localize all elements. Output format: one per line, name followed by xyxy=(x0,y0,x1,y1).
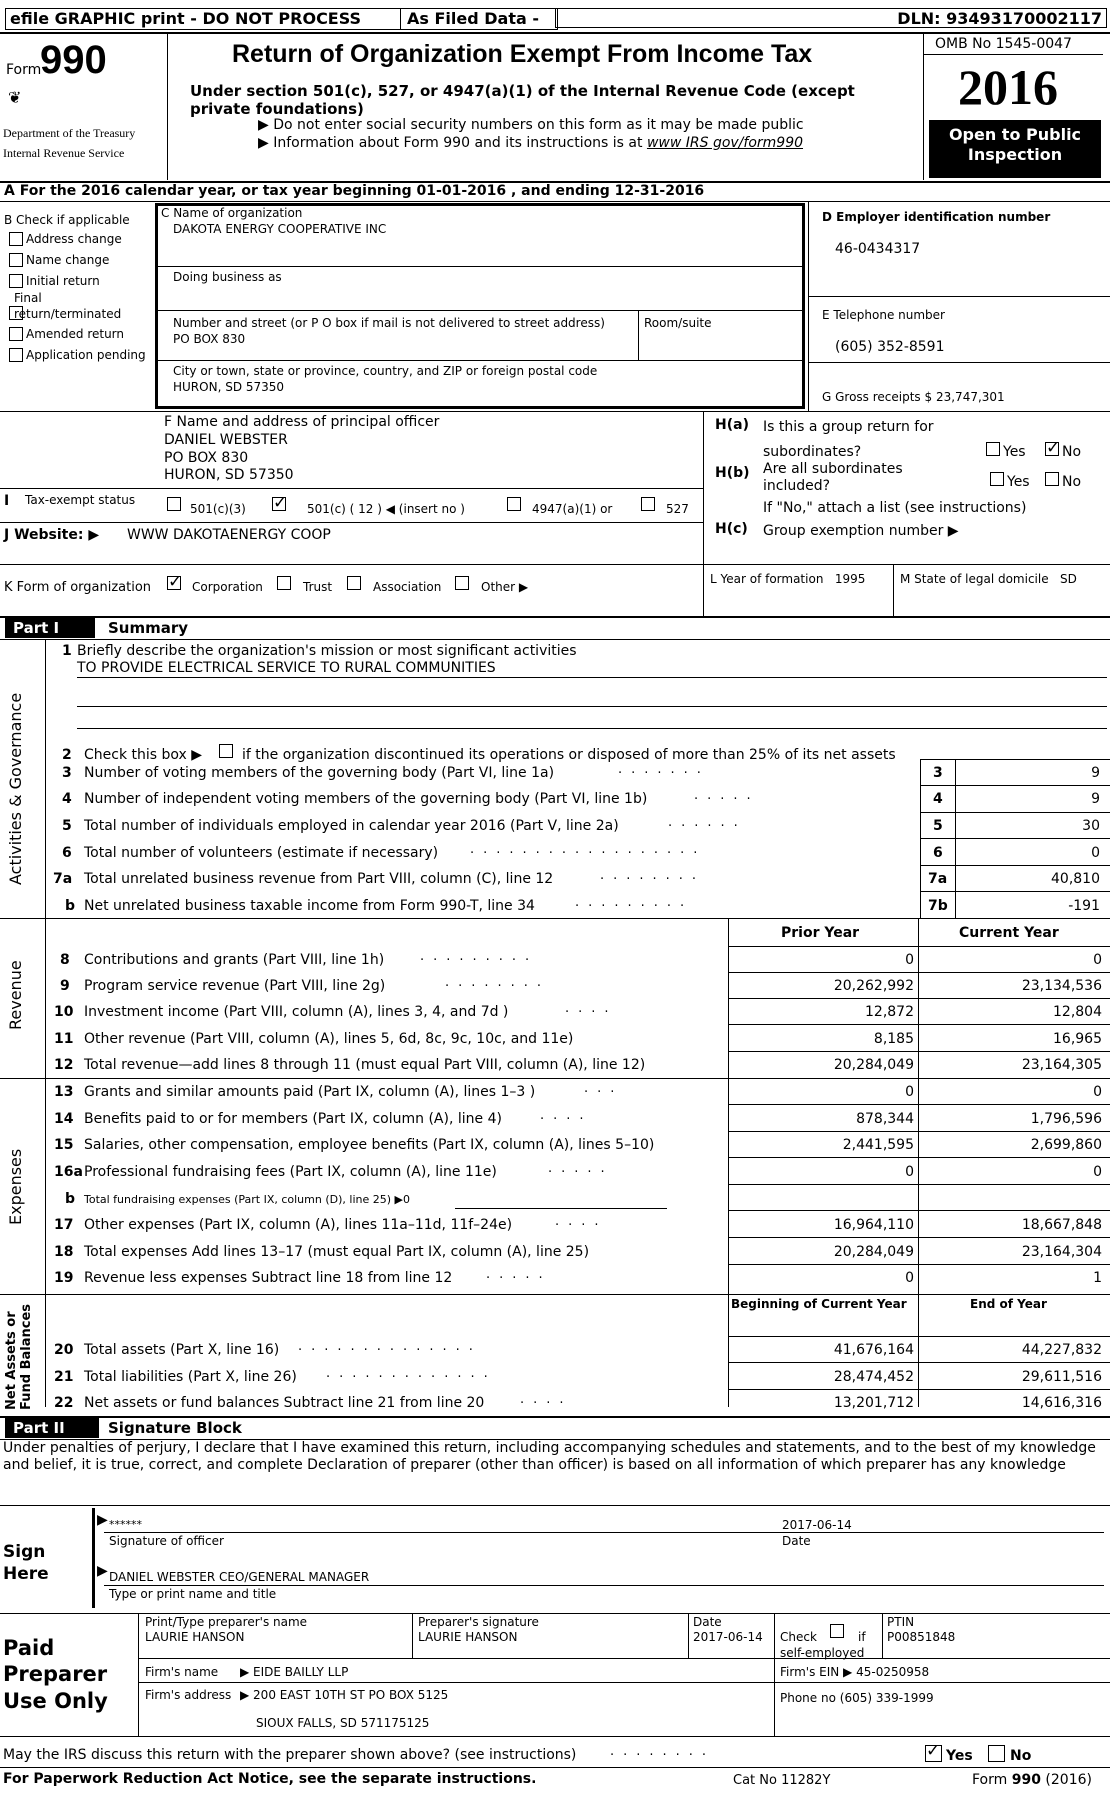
line-text: Net unrelated business taxable income from Form 990-T, line 34 xyxy=(84,898,535,914)
officer-name-title: DANIEL WEBSTER CEO/GENERAL MANAGER xyxy=(109,1570,370,1584)
value: 40,810 xyxy=(1051,871,1100,887)
line-text: Total number of individuals employed in calendar year 2016 (Part V, line 2a) xyxy=(84,818,619,834)
current-value: 23,164,304 xyxy=(1021,1244,1102,1260)
hb-note: If "No," attach a list (see instructions) xyxy=(763,500,1027,516)
501c3-label: 501(c)(3) xyxy=(190,502,246,516)
ha-label: H(a) xyxy=(715,417,749,433)
org-name: DAKOTA ENERGY COOPERATIVE INC xyxy=(173,222,387,236)
col-begin-year: Beginning of Current Year xyxy=(731,1297,907,1311)
value: 9 xyxy=(1091,765,1100,781)
firm-phone: Phone no (605) 339-1999 xyxy=(780,1691,934,1705)
firm-name: ▶ EIDE BAILLY LLP xyxy=(240,1665,349,1679)
current-value: 0 xyxy=(1093,1164,1102,1180)
prior-value: 0 xyxy=(905,952,914,968)
form-number: 990 xyxy=(40,38,107,82)
527-label: 527 xyxy=(666,502,689,516)
trust-label: Trust xyxy=(303,580,333,594)
ha-no-checkbox[interactable] xyxy=(1045,442,1059,456)
section-b-heading: B Check if applicable xyxy=(4,213,130,227)
application-pending-checkbox[interactable] xyxy=(9,348,23,362)
ptin-label: PTIN xyxy=(887,1615,915,1629)
part1-label: Part I xyxy=(5,618,95,638)
line-num: 3 xyxy=(62,765,72,781)
ha-yes-label: Yes xyxy=(1003,444,1026,460)
ha-text1: Is this a group return for xyxy=(763,419,934,435)
association-label: Association xyxy=(373,580,442,594)
signature-label: Signature of officer xyxy=(109,1534,224,1548)
ha-yes-checkbox[interactable] xyxy=(986,442,1000,456)
discuss-yes-label: Yes xyxy=(946,1748,973,1764)
sign-arrow-icon: ▶ xyxy=(97,1512,108,1528)
name-arrow-icon: ▶ xyxy=(97,1563,108,1579)
mission-statement: TO PROVIDE ELECTRICAL SERVICE TO RURAL COMMUNITIES xyxy=(77,660,496,676)
preparer-name-label: Print/Type preparer's name xyxy=(145,1615,308,1629)
year-formation: L Year of formation 1995 xyxy=(710,572,866,586)
line-text: Net assets or fund balances Subtract line 21 from line 20 xyxy=(84,1395,485,1411)
open-to-public: Open to Public Inspection xyxy=(929,120,1101,178)
trust-checkbox[interactable] xyxy=(277,576,291,590)
col-current-year: Current Year xyxy=(959,925,1059,941)
sign-date: 2017-06-14 xyxy=(782,1518,852,1532)
street-address: PO BOX 830 xyxy=(173,332,246,346)
box-num: 4 xyxy=(933,791,943,807)
efile-banner: efile GRAPHIC print - DO NOT PROCESS xyxy=(5,8,401,30)
tax-exempt-label: Tax-exempt status xyxy=(25,493,136,507)
discuss-yes-checkbox[interactable] xyxy=(925,1745,942,1762)
side-revenue: Revenue xyxy=(6,960,25,1030)
street-label: Number and street (or P O box if mail is not delivered to street address) xyxy=(173,316,605,330)
prior-value: 0 xyxy=(905,1084,914,1100)
sign-date-label: Date xyxy=(782,1534,811,1548)
line2-num: 2 xyxy=(62,747,72,763)
line-text: Grants and similar amounts paid (Part IX, column (A), lines 1–3 ) xyxy=(84,1084,536,1100)
firm-address2: SIOUX FALLS, SD 571175125 xyxy=(256,1716,430,1730)
other-checkbox[interactable] xyxy=(455,576,469,590)
preparer-name: LAURIE HANSON xyxy=(145,1630,245,1644)
firm-phone-value: (605) 339-1999 xyxy=(839,1691,934,1705)
line-num: 11 xyxy=(54,1031,74,1047)
gross-receipts-value: 23,747,301 xyxy=(935,390,1005,404)
line-text: Revenue less expenses Subtract line 18 from line 12 xyxy=(84,1270,453,1286)
here-label: Here xyxy=(3,1564,49,1584)
line-text: Other revenue (Part VIII, column (A), lines 5, 6d, 8c, 9c, 10c, and 11e) xyxy=(84,1031,574,1047)
current-value: 23,134,536 xyxy=(1021,978,1102,994)
ein-label: D Employer identification number xyxy=(822,210,1051,224)
current-value: 12,804 xyxy=(1053,1004,1102,1020)
line-text: Other expenses (Part IX, column (A), lines 11a–11d, 11f–24e) xyxy=(84,1217,513,1233)
line-num: 7a xyxy=(53,871,73,887)
line-text: Contributions and grants (Part VIII, line 1h) xyxy=(84,952,385,968)
begin-value: 13,201,712 xyxy=(833,1395,914,1411)
value: -191 xyxy=(1068,898,1100,914)
501c3-checkbox[interactable] xyxy=(167,497,181,511)
line-num: 20 xyxy=(54,1342,74,1358)
current-value: 0 xyxy=(1093,952,1102,968)
part2-title: Signature Block xyxy=(108,1419,242,1437)
hb-text1: Are all subordinates xyxy=(763,461,903,477)
line-text: Total number of volunteers (estimate if necessary) xyxy=(84,845,439,861)
tax-year: 2016 xyxy=(958,59,1058,115)
line-text: Number of voting members of the governing body (Part VI, line 1a) xyxy=(84,765,555,781)
amended-return-label: Amended return xyxy=(26,327,125,341)
section-i-letter: I xyxy=(4,493,10,509)
form-reference: Form 990 (2016) xyxy=(972,1772,1092,1788)
hb-yes-checkbox[interactable] xyxy=(990,472,1004,486)
line2-text-a: Check this box ▶ xyxy=(84,747,203,763)
discuss-no-checkbox[interactable] xyxy=(988,1745,1005,1762)
discuss-no-label: No xyxy=(1010,1748,1032,1764)
address-change-label: Address change xyxy=(26,232,122,246)
final-return-label: Final return/terminated xyxy=(14,291,122,321)
city-label: City or town, state or province, country, and ZIP or foreign postal code xyxy=(173,364,598,378)
ssn-note: ▶ Do not enter social security numbers on this form as it may be made public xyxy=(258,117,804,133)
use-only-label: Use Only xyxy=(3,1689,108,1713)
line-num: 4 xyxy=(62,791,72,807)
dept-line2: Internal Revenue Service xyxy=(3,146,125,160)
form-title: Return of Organization Exempt From Income Tax xyxy=(232,40,813,68)
prior-value: 0 xyxy=(905,1164,914,1180)
hb-yes-label: Yes xyxy=(1007,474,1030,490)
line-text: Total liabilities (Part X, line 26) xyxy=(84,1369,297,1385)
prior-value: 8,185 xyxy=(873,1031,914,1047)
other-label: Other ▶ xyxy=(481,580,529,594)
corporation-checkbox[interactable] xyxy=(167,576,181,590)
application-pending-label: Application pending xyxy=(26,348,146,362)
ha-no-label: No xyxy=(1062,444,1082,460)
state-domicile: M State of legal domicile SD xyxy=(900,572,1077,586)
ptin-value: P00851848 xyxy=(887,1630,956,1644)
prior-value: 12,872 xyxy=(865,1004,914,1020)
phone-label: E Telephone number xyxy=(822,308,945,322)
section-a: A For the 2016 calendar year, or tax year beginning 01-01-2016 , and ending 12-31-2016 xyxy=(4,183,705,199)
preparer-date: 2017-06-14 xyxy=(693,1630,763,1644)
irs-link[interactable]: www IRS gov/form990 xyxy=(646,135,804,151)
corporation-label: Corporation xyxy=(192,580,263,594)
dln: DLN: 93493170002117 xyxy=(555,8,1107,28)
website-label: J Website: ▶ xyxy=(4,527,100,543)
box-num: 6 xyxy=(933,845,943,861)
box-num: 7b xyxy=(928,898,948,914)
end-value: 44,227,832 xyxy=(1021,1342,1102,1358)
col-end-year: End of Year xyxy=(970,1297,1047,1311)
line-num: 22 xyxy=(54,1395,74,1411)
current-value: 2,699,860 xyxy=(1030,1137,1102,1153)
line-text: Total unrelated business revenue from Part VIII, column (C), line 12 xyxy=(84,871,554,887)
paid-label: Paid xyxy=(3,1636,55,1660)
preparer-signature-label: Preparer's signature xyxy=(418,1615,539,1629)
line-text: Total revenue—add lines 8 through 11 (must equal Part VIII, column (A), line 12) xyxy=(84,1057,646,1073)
col-prior-year: Prior Year xyxy=(781,925,860,941)
discontinued-checkbox[interactable] xyxy=(219,744,233,758)
prior-value: 20,284,049 xyxy=(833,1244,914,1260)
room-suite-label: Room/suite xyxy=(644,316,712,330)
name-title-label: Type or print name and title xyxy=(109,1587,277,1601)
info-note: ▶ Information about Form 990 and its instructions is at www IRS gov/form990 xyxy=(258,135,804,151)
officer-signature[interactable]: ****** xyxy=(109,1518,142,1531)
501c-checkbox[interactable] xyxy=(272,497,286,511)
self-employed-checkbox[interactable] xyxy=(830,1624,844,1638)
value: 30 xyxy=(1082,818,1100,834)
org-name-label: C Name of organization xyxy=(161,206,303,220)
eagle-icon: ❦ xyxy=(8,88,22,107)
current-value: 16,965 xyxy=(1053,1031,1102,1047)
line2-text-b: if the organization discontinued its operations or disposed of more than 25% of its net assets xyxy=(242,747,896,763)
line1-num: 1 xyxy=(62,643,72,659)
line-num: 5 xyxy=(62,818,72,834)
line-text: Total assets (Part X, line 16) xyxy=(84,1342,280,1358)
line-num: 15 xyxy=(54,1137,74,1153)
line-num: 21 xyxy=(54,1369,74,1385)
name-change-label: Name change xyxy=(26,253,110,267)
line-num: 10 xyxy=(54,1004,74,1020)
principal-officer-name: DANIEL WEBSTER xyxy=(164,432,288,448)
side-expenses: Expenses xyxy=(6,1148,25,1225)
line-text: Salaries, other compensation, employee benefits (Part IX, column (A), lines 5–10) xyxy=(84,1137,655,1153)
state-domicile-value: SD xyxy=(1060,572,1077,586)
box-num: 5 xyxy=(933,818,943,834)
line-num: 12 xyxy=(54,1057,74,1073)
form-of-org-label: K Form of organization xyxy=(4,580,152,595)
principal-officer-label: F Name and address of principal officer xyxy=(164,414,440,430)
hb-no-label: No xyxy=(1062,474,1082,490)
firm-ein: Firm's EIN ▶ 45-0250958 xyxy=(780,1665,930,1679)
line-text: Investment income (Part VIII, column (A), lines 3, 4, and 7d ) xyxy=(84,1004,509,1020)
preparer-label: Preparer xyxy=(3,1662,108,1686)
perjury-statement: Under penalties of perjury, I declare that I have examined this return, including accompanying schedules and statements, and to the best of my knowledge and belief, it is true, correct, and complete Declaration of preparer (other than officer) is based on all information of which preparer has any knowledge xyxy=(3,1440,1096,1473)
check-if-label: if xyxy=(858,1630,866,1644)
hb-no-checkbox[interactable] xyxy=(1045,472,1059,486)
side-governance: Activities & Governance xyxy=(6,692,25,885)
name-change-checkbox[interactable] xyxy=(9,253,23,267)
firm-name-label: Firm's name xyxy=(145,1665,219,1679)
principal-officer-address1: PO BOX 830 xyxy=(164,450,249,466)
current-value: 1 xyxy=(1093,1270,1102,1286)
omb-number: OMB No 1545-0047 xyxy=(935,36,1072,52)
part2-label: Part II xyxy=(5,1418,99,1438)
line1-text: Briefly describe the organization's mission or most significant activities xyxy=(77,643,577,659)
line-text: Number of independent voting members of the governing body (Part VI, line 1b) xyxy=(84,791,648,807)
begin-value: 28,474,452 xyxy=(833,1369,914,1385)
line-text: Benefits paid to or for members (Part IX, column (A), line 4) xyxy=(84,1111,502,1127)
line-num: 14 xyxy=(54,1111,74,1127)
line-num: 17 xyxy=(54,1217,74,1233)
line-text: Total expenses Add lines 13–17 (must equal Part IX, column (A), line 25) xyxy=(84,1244,590,1260)
check-label: Check xyxy=(780,1630,817,1644)
value: 0 xyxy=(1091,845,1100,861)
end-value: 29,611,516 xyxy=(1021,1369,1102,1385)
form-word: Form xyxy=(6,62,42,78)
part1-title: Summary xyxy=(108,619,189,637)
line16b-text: Total fundraising expenses (Part IX, column (D), line 25) ▶0 xyxy=(84,1193,410,1206)
year-formation-value: 1995 xyxy=(834,572,866,586)
line-num: 8 xyxy=(60,952,70,968)
firm-ein-value: 45-0250958 xyxy=(856,1665,930,1679)
prior-value: 16,964,110 xyxy=(833,1217,914,1233)
hc-label: H(c) xyxy=(715,521,748,537)
4947-label: 4947(a)(1) or xyxy=(532,502,613,516)
501c-label: 501(c) ( 12 ) ◀ (insert no ) xyxy=(307,502,465,516)
preparer-signature[interactable]: LAURIE HANSON xyxy=(418,1630,518,1644)
ha-text2: subordinates? xyxy=(763,444,862,460)
current-value: 18,667,848 xyxy=(1021,1217,1102,1233)
hc-text: Group exemption number ▶ xyxy=(763,523,959,539)
value: 9 xyxy=(1091,791,1100,807)
form-subtitle: Under section 501(c), 527, or 4947(a)(1) of the Internal Revenue Code (except private foundations) xyxy=(190,82,855,118)
initial-return-label: Initial return xyxy=(26,274,100,288)
line-num: 6 xyxy=(62,845,72,861)
ein-value: 46-0434317 xyxy=(835,241,921,257)
line-text: Program service revenue (Part VIII, line 2g) xyxy=(84,978,386,994)
line-num: b xyxy=(65,898,76,914)
prior-value: 2,441,595 xyxy=(842,1137,914,1153)
amended-return-checkbox[interactable] xyxy=(9,327,23,341)
self-employed-label: self-employed xyxy=(780,1646,865,1660)
dept-line1: Department of the Treasury xyxy=(3,126,136,140)
cat-number: Cat No 11282Y xyxy=(733,1773,831,1788)
line16b-num: b xyxy=(65,1191,76,1207)
paperwork-notice: For Paperwork Reduction Act Notice, see the separate instructions. xyxy=(3,1771,537,1787)
box-num: 3 xyxy=(933,765,943,781)
line-num: 16a xyxy=(54,1164,83,1180)
side-net-assets: Net Assets or Fund Balances xyxy=(4,1304,34,1410)
line-num: 19 xyxy=(54,1270,74,1286)
prior-value: 0 xyxy=(905,1270,914,1286)
firm-address1: ▶ 200 EAST 10TH ST PO BOX 5125 xyxy=(240,1688,449,1702)
line-num: 9 xyxy=(60,978,70,994)
box-num: 7a xyxy=(928,871,948,887)
4947-checkbox[interactable] xyxy=(507,497,521,511)
current-value: 1,796,596 xyxy=(1030,1111,1102,1127)
prior-value: 20,284,049 xyxy=(833,1057,914,1073)
line-num: 13 xyxy=(54,1084,74,1100)
preparer-date-label: Date xyxy=(693,1615,722,1629)
current-value: 23,164,305 xyxy=(1021,1057,1102,1073)
current-value: 0 xyxy=(1093,1084,1102,1100)
sign-label: Sign xyxy=(3,1542,46,1562)
initial-return-checkbox[interactable] xyxy=(9,274,23,288)
address-change-checkbox[interactable] xyxy=(9,232,23,246)
dba-label: Doing business as xyxy=(173,270,282,284)
line-num: 18 xyxy=(54,1244,74,1260)
city-state-zip: HURON, SD 57350 xyxy=(173,380,285,394)
end-value: 14,616,316 xyxy=(1021,1395,1102,1411)
principal-officer-address2: HURON, SD 57350 xyxy=(164,467,294,483)
gross-receipts: G Gross receipts $ 23,747,301 xyxy=(822,390,1005,404)
hb-text2: included? xyxy=(763,478,831,494)
527-checkbox[interactable] xyxy=(641,497,655,511)
firm-address-label: Firm's address xyxy=(145,1688,232,1702)
irs-discuss-question: May the IRS discuss this return with the preparer shown above? (see instructions) xyxy=(3,1747,577,1763)
begin-value: 41,676,164 xyxy=(833,1342,914,1358)
website-value[interactable]: WWW DAKOTAENERGY COOP xyxy=(127,527,331,543)
line-text: Professional fundraising fees (Part IX, column (A), line 11e) xyxy=(84,1164,497,1180)
filed-status: As Filed Data - xyxy=(400,8,558,30)
prior-value: 20,262,992 xyxy=(833,978,914,994)
hb-label: H(b) xyxy=(715,465,750,481)
association-checkbox[interactable] xyxy=(347,576,361,590)
phone-value: (605) 352-8591 xyxy=(835,339,945,355)
prior-value: 878,344 xyxy=(856,1111,914,1127)
